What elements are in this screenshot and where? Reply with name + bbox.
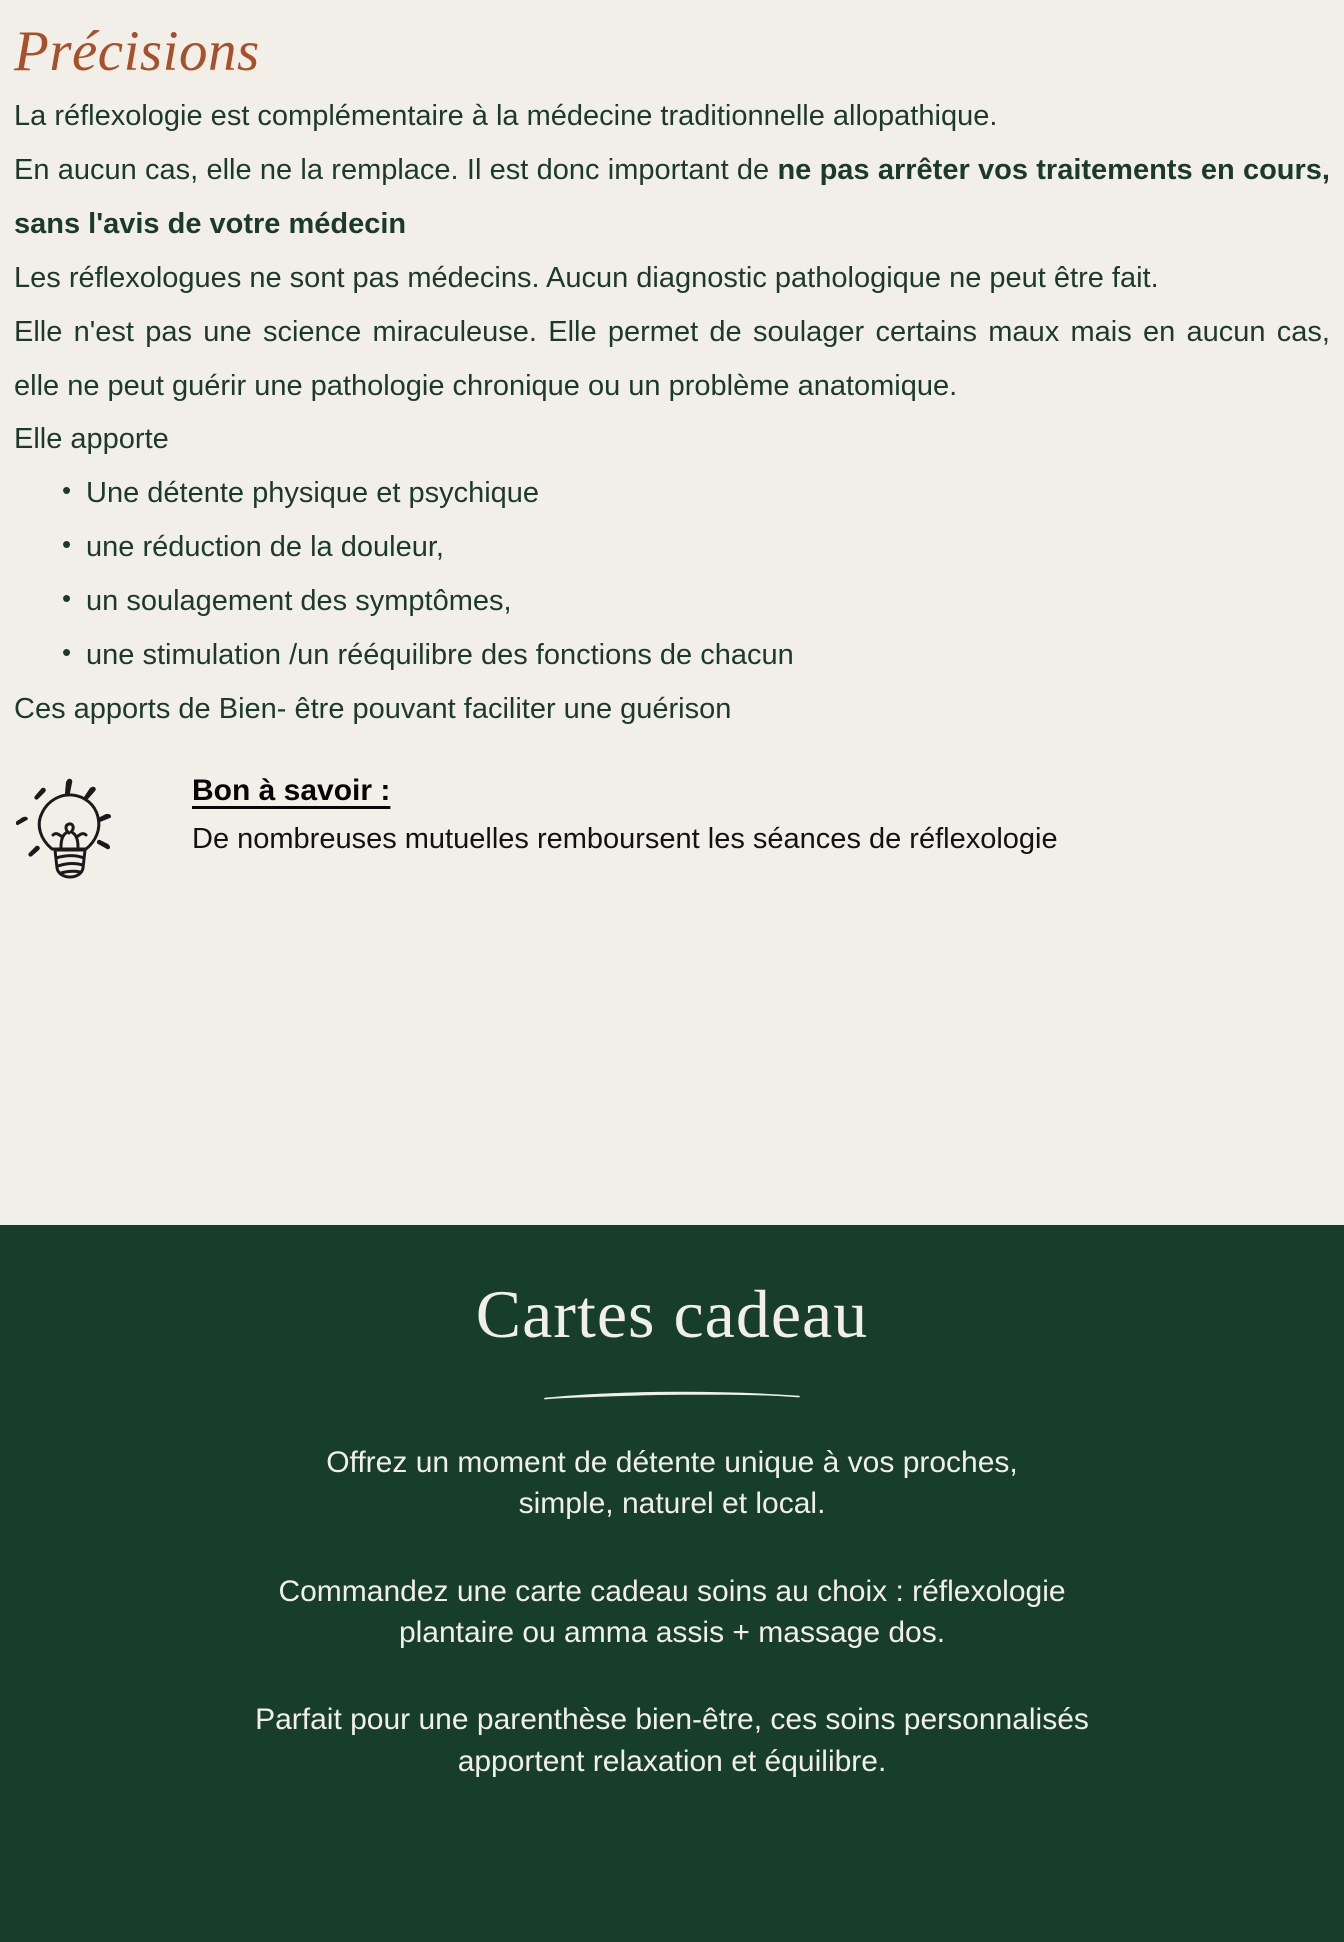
gift-paragraph-line: Offrez un moment de détente unique à vos proches, bbox=[326, 1445, 1018, 1479]
callout-text: De nombreuses mutuelles remboursent les séances de réflexologie bbox=[192, 823, 1058, 856]
list-item: • un soulagement des symptômes, bbox=[62, 575, 1330, 629]
lightbulb-icon bbox=[16, 773, 124, 888]
list-item: • Une détente physique et psychique bbox=[62, 467, 1330, 521]
paragraph-text: En aucun cas, elle ne la remplace. Il est donc important de bbox=[14, 153, 778, 186]
gift-cards-section bbox=[0, 1225, 1344, 1942]
paragraph-text-bold: ne pas arrêter vos traitements en cours, sans l'avis de votre médecin bbox=[14, 153, 1330, 240]
paragraph-complementaire bbox=[14, 90, 1330, 144]
gift-paragraph-2 bbox=[20, 1571, 1324, 1654]
callout-body bbox=[124, 767, 1330, 859]
paragraph-text: Elle apporte bbox=[14, 423, 169, 456]
gift-paragraph-line: plantaire ou amma assis + massage dos. bbox=[398, 1615, 946, 1649]
benefits-list bbox=[14, 467, 1330, 683]
callout-heading: Bon à savoir : bbox=[192, 774, 391, 808]
paragraph-bien-etre: Ces apports de Bien- être pouvant faciliter une guérison bbox=[14, 693, 732, 726]
list-item: • une stimulation /un rééquilibre des fonctions de chacun bbox=[62, 629, 1330, 683]
paragraph-text: Elle n'est pas une science miraculeuse. Elle permet de soulager certains maux mais en aucun cas, elle ne peut guérir une pathologie chronique ou un problème anatomique. bbox=[14, 315, 1330, 402]
bon-a-savoir-callout bbox=[14, 767, 1330, 888]
gift-paragraph-3 bbox=[20, 1699, 1324, 1782]
paragraph-miraculeuse bbox=[14, 306, 1330, 414]
paragraph-elle-apporte bbox=[14, 413, 1330, 467]
list-item: • une réduction de la douleur, bbox=[62, 521, 1330, 575]
brush-stroke-divider-icon bbox=[541, 1386, 803, 1404]
gift-paragraph-line: Commandez une carte cadeau soins au choix : réflexologie bbox=[278, 1574, 1066, 1608]
paragraph-diagnostic bbox=[14, 252, 1330, 306]
divider bbox=[20, 1386, 1324, 1404]
paragraph-remplacement bbox=[14, 144, 1330, 252]
precisions-section bbox=[0, 22, 1344, 1225]
gift-paragraph-line: simple, naturel et local. bbox=[518, 1487, 826, 1521]
gift-paragraph-line: Parfait pour une parenthèse bien-être, ces soins personnalisés bbox=[255, 1703, 1089, 1737]
page-title: Précisions bbox=[14, 20, 260, 83]
gift-cards-title: Cartes cadeau bbox=[475, 1276, 869, 1352]
gift-paragraph-line: apportent relaxation et équilibre. bbox=[457, 1744, 887, 1778]
paragraph-text: La réflexologie est complémentaire à la médecine traditionnelle allopathique. bbox=[14, 99, 998, 132]
paragraph-text: Les réflexologues ne sont pas médecins. Aucun diagnostic pathologique ne peut être fait. bbox=[14, 261, 1159, 294]
gift-paragraph-1 bbox=[20, 1442, 1324, 1525]
